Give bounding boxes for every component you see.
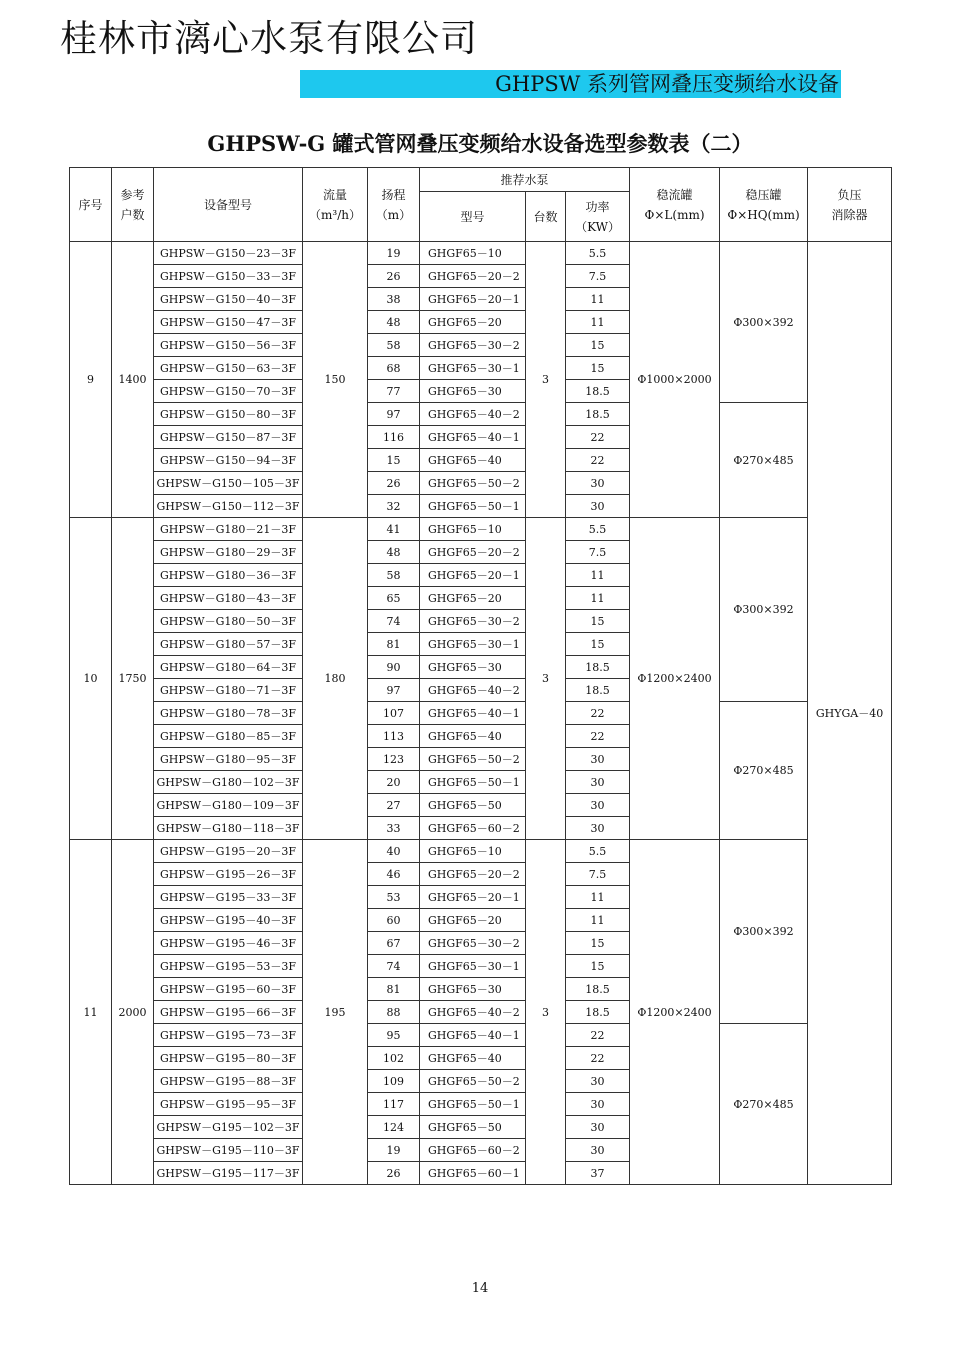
pump-model-cell: GHGF65－30－2 bbox=[420, 610, 526, 633]
model-cell: GHPSW－G150－56－3F bbox=[154, 334, 303, 357]
head-cell: 123 bbox=[368, 748, 420, 771]
model-cell: GHPSW－G180－71－3F bbox=[154, 679, 303, 702]
model-cell: GHPSW－G195－102－3F bbox=[154, 1116, 303, 1139]
power-cell: 30 bbox=[566, 748, 630, 771]
header-model: 设备型号 bbox=[154, 168, 303, 242]
pressure-tank-cell: Φ300×392 bbox=[720, 242, 808, 403]
model-cell: GHPSW－G180－78－3F bbox=[154, 702, 303, 725]
head-cell: 38 bbox=[368, 288, 420, 311]
power-cell: 18.5 bbox=[566, 380, 630, 403]
pressure-tank-cell: Φ270×485 bbox=[720, 1024, 808, 1185]
head-cell: 19 bbox=[368, 1139, 420, 1162]
flow-cell: 195 bbox=[303, 840, 368, 1185]
model-cell: GHPSW－G195－66－3F bbox=[154, 1001, 303, 1024]
power-cell: 5.5 bbox=[566, 518, 630, 541]
head-cell: 48 bbox=[368, 541, 420, 564]
pump-model-cell: GHGF65－20 bbox=[420, 587, 526, 610]
power-cell: 22 bbox=[566, 449, 630, 472]
pump-count-cell: 3 bbox=[526, 840, 566, 1185]
model-cell: GHPSW－G150－40－3F bbox=[154, 288, 303, 311]
pump-model-cell: GHGF65－50－1 bbox=[420, 1093, 526, 1116]
model-cell: GHPSW－G180－21－3F bbox=[154, 518, 303, 541]
series-banner: GHPSW 系列管网叠压变频给水设备 bbox=[300, 70, 841, 98]
head-cell: 116 bbox=[368, 426, 420, 449]
flow-tank-cell: Φ1200×2400 bbox=[630, 840, 720, 1185]
power-cell: 22 bbox=[566, 1024, 630, 1047]
model-cell: GHPSW－G195－73－3F bbox=[154, 1024, 303, 1047]
pump-model-cell: GHGF65－30－1 bbox=[420, 633, 526, 656]
table-row bbox=[70, 518, 892, 541]
power-cell: 22 bbox=[566, 725, 630, 748]
pump-model-cell: GHGF65－20－1 bbox=[420, 288, 526, 311]
model-cell: GHPSW－G180－102－3F bbox=[154, 771, 303, 794]
head-cell: 109 bbox=[368, 1070, 420, 1093]
model-cell: GHPSW－G180－95－3F bbox=[154, 748, 303, 771]
power-cell: 30 bbox=[566, 1070, 630, 1093]
model-cell: GHPSW－G180－50－3F bbox=[154, 610, 303, 633]
pump-model-cell: GHGF65－10 bbox=[420, 518, 526, 541]
table-row bbox=[70, 242, 892, 265]
header-pump-model: 型号 bbox=[420, 192, 526, 242]
flow-cell: 180 bbox=[303, 518, 368, 840]
pump-model-cell: GHGF65－20－1 bbox=[420, 564, 526, 587]
power-cell: 11 bbox=[566, 886, 630, 909]
model-cell: GHPSW－G150－80－3F bbox=[154, 403, 303, 426]
pump-model-cell: GHGF65－40－1 bbox=[420, 702, 526, 725]
head-cell: 81 bbox=[368, 633, 420, 656]
flow-cell: 150 bbox=[303, 242, 368, 518]
pump-model-cell: GHGF65－40－2 bbox=[420, 403, 526, 426]
power-cell: 11 bbox=[566, 587, 630, 610]
company-name: 桂林市漓心水泵有限公司 bbox=[60, 17, 478, 60]
households-cell: 1750 bbox=[112, 518, 154, 840]
head-cell: 40 bbox=[368, 840, 420, 863]
power-cell: 30 bbox=[566, 794, 630, 817]
power-cell: 30 bbox=[566, 495, 630, 518]
head-cell: 26 bbox=[368, 1162, 420, 1185]
head-cell: 74 bbox=[368, 955, 420, 978]
pump-model-cell: GHGF65－20 bbox=[420, 311, 526, 334]
power-cell: 18.5 bbox=[566, 679, 630, 702]
head-cell: 67 bbox=[368, 932, 420, 955]
head-cell: 33 bbox=[368, 817, 420, 840]
header-pressure-tank: 稳压罐 Φ×HQ(mm) bbox=[720, 168, 808, 242]
model-cell: GHPSW－G195－117－3F bbox=[154, 1162, 303, 1185]
pump-model-cell: GHGF65－40 bbox=[420, 725, 526, 748]
power-cell: 18.5 bbox=[566, 1001, 630, 1024]
pump-model-cell: GHGF65－60－2 bbox=[420, 1139, 526, 1162]
pump-count-cell: 3 bbox=[526, 242, 566, 518]
head-cell: 58 bbox=[368, 334, 420, 357]
flow-tank-cell: Φ1200×2400 bbox=[630, 518, 720, 840]
power-cell: 30 bbox=[566, 472, 630, 495]
model-cell: GHPSW－G150－112－3F bbox=[154, 495, 303, 518]
header-seq: 序号 bbox=[70, 168, 112, 242]
power-cell: 7.5 bbox=[566, 541, 630, 564]
head-cell: 88 bbox=[368, 1001, 420, 1024]
power-cell: 22 bbox=[566, 1047, 630, 1070]
head-cell: 60 bbox=[368, 909, 420, 932]
pressure-tank-cell: Φ270×485 bbox=[720, 702, 808, 840]
head-cell: 74 bbox=[368, 610, 420, 633]
pump-model-cell: GHGF65－40 bbox=[420, 449, 526, 472]
head-cell: 41 bbox=[368, 518, 420, 541]
head-cell: 102 bbox=[368, 1047, 420, 1070]
pump-model-cell: GHGF65－30 bbox=[420, 656, 526, 679]
head-cell: 113 bbox=[368, 725, 420, 748]
header-pump-group: 推荐水泵 bbox=[420, 168, 630, 192]
table-row bbox=[70, 1024, 892, 1047]
head-cell: 48 bbox=[368, 311, 420, 334]
power-cell: 15 bbox=[566, 357, 630, 380]
table-body bbox=[70, 242, 892, 1185]
header-eliminator: 负压 消除器 bbox=[808, 168, 892, 242]
power-cell: 5.5 bbox=[566, 242, 630, 265]
model-cell: GHPSW－G150－47－3F bbox=[154, 311, 303, 334]
pump-model-cell: GHGF65－50－2 bbox=[420, 472, 526, 495]
header-head: 扬程 （m） bbox=[368, 168, 420, 242]
head-cell: 97 bbox=[368, 679, 420, 702]
model-cell: GHPSW－G180－43－3F bbox=[154, 587, 303, 610]
model-cell: GHPSW－G150－105－3F bbox=[154, 472, 303, 495]
seq-cell: 11 bbox=[70, 840, 112, 1185]
model-cell: GHPSW－G180－57－3F bbox=[154, 633, 303, 656]
header-pump-count: 台数 bbox=[526, 192, 566, 242]
model-cell: GHPSW－G195－60－3F bbox=[154, 978, 303, 1001]
header-ref-households: 参考 户数 bbox=[112, 168, 154, 242]
power-cell: 15 bbox=[566, 610, 630, 633]
pump-model-cell: GHGF65－30 bbox=[420, 380, 526, 403]
model-cell: GHPSW－G150－63－3F bbox=[154, 357, 303, 380]
model-cell: GHPSW－G180－29－3F bbox=[154, 541, 303, 564]
head-cell: 27 bbox=[368, 794, 420, 817]
model-cell: GHPSW－G150－70－3F bbox=[154, 380, 303, 403]
pump-model-cell: GHGF65－10 bbox=[420, 242, 526, 265]
power-cell: 11 bbox=[566, 909, 630, 932]
pump-model-cell: GHGF65－30－1 bbox=[420, 955, 526, 978]
power-cell: 15 bbox=[566, 955, 630, 978]
header-power: 功率 （KW） bbox=[566, 192, 630, 242]
pump-model-cell: GHGF65－10 bbox=[420, 840, 526, 863]
pump-model-cell: GHGF65－50 bbox=[420, 794, 526, 817]
pump-model-cell: GHGF65－20－2 bbox=[420, 541, 526, 564]
power-cell: 15 bbox=[566, 932, 630, 955]
pump-model-cell: GHGF65－40－1 bbox=[420, 1024, 526, 1047]
pump-model-cell: GHGF65－50－2 bbox=[420, 748, 526, 771]
power-cell: 18.5 bbox=[566, 403, 630, 426]
selection-parameter-table bbox=[69, 167, 892, 1185]
seq-cell: 10 bbox=[70, 518, 112, 840]
model-cell: GHPSW－G195－80－3F bbox=[154, 1047, 303, 1070]
table-row bbox=[70, 403, 892, 426]
power-cell: 22 bbox=[566, 702, 630, 725]
head-cell: 124 bbox=[368, 1116, 420, 1139]
pressure-tank-cell: Φ300×392 bbox=[720, 518, 808, 702]
seq-cell: 9 bbox=[70, 242, 112, 518]
model-cell: GHPSW－G195－40－3F bbox=[154, 909, 303, 932]
head-cell: 117 bbox=[368, 1093, 420, 1116]
pressure-tank-cell: Φ300×392 bbox=[720, 840, 808, 1024]
pump-model-cell: GHGF65－40－2 bbox=[420, 1001, 526, 1024]
power-cell: 30 bbox=[566, 1139, 630, 1162]
pump-model-cell: GHGF65－50－1 bbox=[420, 495, 526, 518]
model-cell: GHPSW－G150－94－3F bbox=[154, 449, 303, 472]
pump-model-cell: GHGF65－40－2 bbox=[420, 679, 526, 702]
header-flow: 流量 （m³/h） bbox=[303, 168, 368, 242]
pump-model-cell: GHGF65－40 bbox=[420, 1047, 526, 1070]
head-cell: 107 bbox=[368, 702, 420, 725]
head-cell: 46 bbox=[368, 863, 420, 886]
head-cell: 77 bbox=[368, 380, 420, 403]
pump-model-cell: GHGF65－20－2 bbox=[420, 863, 526, 886]
flow-tank-cell: Φ1000×2000 bbox=[630, 242, 720, 518]
model-cell: GHPSW－G195－110－3F bbox=[154, 1139, 303, 1162]
pump-model-cell: GHGF65－30－2 bbox=[420, 334, 526, 357]
table-row bbox=[70, 702, 892, 725]
pump-model-cell: GHGF65－50－2 bbox=[420, 1070, 526, 1093]
model-cell: GHPSW－G180－36－3F bbox=[154, 564, 303, 587]
eliminator-cell: GHYGA－40 bbox=[808, 242, 892, 1185]
pump-count-cell: 3 bbox=[526, 518, 566, 840]
head-cell: 15 bbox=[368, 449, 420, 472]
model-cell: GHPSW－G180－118－3F bbox=[154, 817, 303, 840]
table-title: GHPSW-G 罐式管网叠压变频给水设备选型参数表（二） bbox=[207, 131, 753, 156]
head-cell: 58 bbox=[368, 564, 420, 587]
head-cell: 95 bbox=[368, 1024, 420, 1047]
model-cell: GHPSW－G195－95－3F bbox=[154, 1093, 303, 1116]
model-cell: GHPSW－G195－88－3F bbox=[154, 1070, 303, 1093]
head-cell: 97 bbox=[368, 403, 420, 426]
model-cell: GHPSW－G150－87－3F bbox=[154, 426, 303, 449]
households-cell: 2000 bbox=[112, 840, 154, 1185]
model-cell: GHPSW－G150－23－3F bbox=[154, 242, 303, 265]
power-cell: 5.5 bbox=[566, 840, 630, 863]
pump-model-cell: GHGF65－20 bbox=[420, 909, 526, 932]
power-cell: 11 bbox=[566, 564, 630, 587]
head-cell: 53 bbox=[368, 886, 420, 909]
pump-model-cell: GHGF65－30－1 bbox=[420, 357, 526, 380]
power-cell: 7.5 bbox=[566, 863, 630, 886]
pump-model-cell: GHGF65－30－2 bbox=[420, 932, 526, 955]
power-cell: 37 bbox=[566, 1162, 630, 1185]
pump-model-cell: GHGF65－30 bbox=[420, 978, 526, 1001]
head-cell: 20 bbox=[368, 771, 420, 794]
head-cell: 65 bbox=[368, 587, 420, 610]
power-cell: 22 bbox=[566, 426, 630, 449]
power-cell: 30 bbox=[566, 817, 630, 840]
power-cell: 18.5 bbox=[566, 978, 630, 1001]
pump-model-cell: GHGF65－20－1 bbox=[420, 886, 526, 909]
pump-model-cell: GHGF65－60－1 bbox=[420, 1162, 526, 1185]
pump-model-cell: GHGF65－50 bbox=[420, 1116, 526, 1139]
head-cell: 32 bbox=[368, 495, 420, 518]
power-cell: 15 bbox=[566, 334, 630, 357]
pressure-tank-cell: Φ270×485 bbox=[720, 403, 808, 518]
model-cell: GHPSW－G195－53－3F bbox=[154, 955, 303, 978]
power-cell: 30 bbox=[566, 771, 630, 794]
power-cell: 30 bbox=[566, 1116, 630, 1139]
head-cell: 26 bbox=[368, 265, 420, 288]
model-cell: GHPSW－G195－26－3F bbox=[154, 863, 303, 886]
head-cell: 19 bbox=[368, 242, 420, 265]
pump-model-cell: GHGF65－40－1 bbox=[420, 426, 526, 449]
model-cell: GHPSW－G195－33－3F bbox=[154, 886, 303, 909]
header-flow-tank: 稳流罐 Φ×L(mm) bbox=[630, 168, 720, 242]
model-cell: GHPSW－G195－46－3F bbox=[154, 932, 303, 955]
model-cell: GHPSW－G180－109－3F bbox=[154, 794, 303, 817]
power-cell: 11 bbox=[566, 311, 630, 334]
power-cell: 7.5 bbox=[566, 265, 630, 288]
power-cell: 18.5 bbox=[566, 656, 630, 679]
head-cell: 81 bbox=[368, 978, 420, 1001]
page-number: 14 bbox=[471, 1281, 489, 1296]
model-cell: GHPSW－G150－33－3F bbox=[154, 265, 303, 288]
power-cell: 11 bbox=[566, 288, 630, 311]
model-cell: GHPSW－G180－64－3F bbox=[154, 656, 303, 679]
pump-model-cell: GHGF65－50－1 bbox=[420, 771, 526, 794]
model-cell: GHPSW－G180－85－3F bbox=[154, 725, 303, 748]
head-cell: 68 bbox=[368, 357, 420, 380]
power-cell: 15 bbox=[566, 633, 630, 656]
model-cell: GHPSW－G195－20－3F bbox=[154, 840, 303, 863]
head-cell: 26 bbox=[368, 472, 420, 495]
power-cell: 30 bbox=[566, 1093, 630, 1116]
households-cell: 1400 bbox=[112, 242, 154, 518]
head-cell: 90 bbox=[368, 656, 420, 679]
pump-model-cell: GHGF65－60－2 bbox=[420, 817, 526, 840]
pump-model-cell: GHGF65－20－2 bbox=[420, 265, 526, 288]
table-row bbox=[70, 840, 892, 863]
